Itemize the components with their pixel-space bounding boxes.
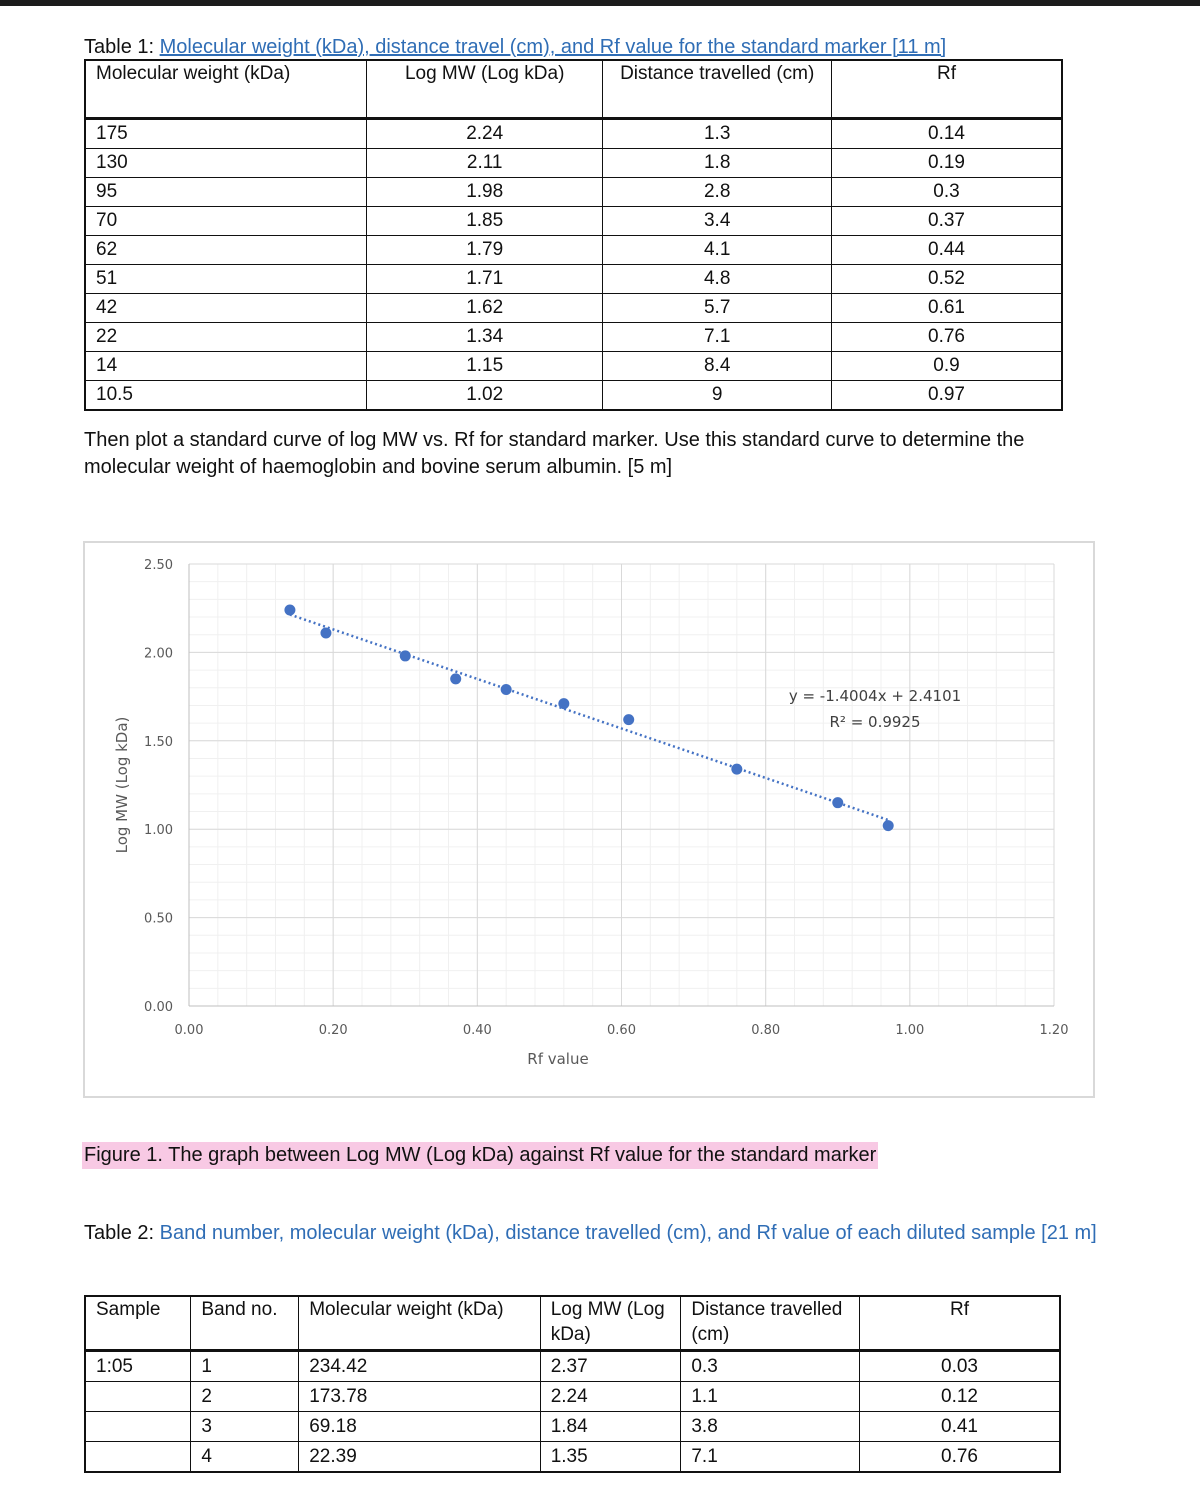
- table-cell: 3.8: [681, 1412, 860, 1442]
- table-cell: 0.9: [832, 352, 1063, 381]
- table-cell: 69.18: [299, 1412, 540, 1442]
- table-cell: 234.42: [299, 1351, 540, 1382]
- table-cell: 10.5: [85, 381, 366, 411]
- table-header-row: [85, 1296, 1060, 1351]
- header-cell: Molecular weight (kDa): [85, 60, 366, 119]
- header-cell: Log MW (Log kDa): [540, 1296, 681, 1351]
- x-tick-label: 0.60: [607, 1023, 636, 1038]
- table-cell: 42: [85, 294, 366, 323]
- table-row: [85, 149, 1062, 178]
- top-border: [0, 0, 1200, 6]
- table-row: [85, 178, 1062, 207]
- table-cell: 1.1: [681, 1382, 860, 1412]
- trendline-equation: y = -1.4004x + 2.4101: [788, 687, 962, 705]
- table-cell: 7.1: [603, 323, 832, 352]
- y-axis-title: Log MW (Log kDa): [113, 716, 131, 854]
- table1-caption: [84, 34, 946, 60]
- table1-caption-text: Molecular weight (kDa), distance travel (cm), and Rf value for the standard marker [11 m]: [159, 36, 947, 58]
- table-cell: 0.97: [832, 381, 1063, 411]
- table-cell: 2.24: [366, 119, 602, 149]
- table-cell: 1.34: [366, 323, 602, 352]
- diluted-sample-table: [84, 1295, 1061, 1473]
- header-cell: Distance travelled (cm): [681, 1296, 860, 1351]
- table-cell: 9: [603, 381, 832, 411]
- data-point: [320, 627, 331, 638]
- y-tick-label: 2.00: [144, 646, 173, 662]
- table-cell: 1.71: [366, 265, 602, 294]
- figure-caption: Figure 1. The graph between Log MW (Log kDa) against Rf value for the standard marker: [82, 1142, 878, 1169]
- table-cell: 2.24: [540, 1382, 681, 1412]
- table-cell: 1.15: [366, 352, 602, 381]
- table2-caption-label: Table 2:: [84, 1222, 160, 1244]
- table-cell: [85, 1382, 191, 1412]
- data-point: [832, 797, 843, 808]
- scatter-chart: [85, 543, 1093, 1096]
- y-tick-label: 0.50: [144, 911, 173, 927]
- table-cell: 0.3: [681, 1351, 860, 1382]
- table-row: [85, 119, 1062, 149]
- x-axis-title: Rf value: [527, 1050, 589, 1068]
- table-cell: 1:05: [85, 1351, 191, 1382]
- table-cell: 1: [191, 1351, 299, 1382]
- table-cell: 0.61: [832, 294, 1063, 323]
- standard-marker-table: [84, 59, 1063, 411]
- table-cell: 4: [191, 1442, 299, 1473]
- data-point: [558, 698, 569, 709]
- table-row: [85, 294, 1062, 323]
- header-cell: Band no.: [191, 1296, 299, 1351]
- table-cell: 22: [85, 323, 366, 352]
- table-row: [85, 381, 1062, 411]
- y-tick-label: 2.50: [144, 558, 173, 573]
- y-tick-label: 1.50: [144, 734, 173, 750]
- table-cell: [85, 1442, 191, 1473]
- table-cell: 2.37: [540, 1351, 681, 1382]
- table-row: [85, 1382, 1060, 1412]
- table-header-row: [85, 60, 1062, 119]
- table-cell: 1.02: [366, 381, 602, 411]
- instruction-text: Then plot a standard curve of log MW vs. Rf for standard marker. Use this standard curve to determine the molecular weight of haemoglobin and bovine serum albumin. [5 m]: [84, 429, 1025, 478]
- table-cell: 0.14: [832, 119, 1063, 149]
- table-cell: 70: [85, 207, 366, 236]
- table-cell: [85, 1412, 191, 1442]
- x-tick-label: 0.00: [174, 1023, 204, 1038]
- table-cell: 1.8: [603, 149, 832, 178]
- table-cell: 62: [85, 236, 366, 265]
- table-cell: 0.76: [860, 1442, 1060, 1473]
- table-cell: 0.41: [860, 1412, 1060, 1442]
- table-cell: 5.7: [603, 294, 832, 323]
- table-row: [85, 323, 1062, 352]
- table-cell: 0.52: [832, 265, 1063, 294]
- table-cell: 2.11: [366, 149, 602, 178]
- trendline: [290, 615, 888, 821]
- table1-caption-label: Table 1:: [84, 36, 160, 58]
- data-point: [731, 764, 742, 775]
- table-row: [85, 1412, 1060, 1442]
- table-cell: 1.84: [540, 1412, 681, 1442]
- table-cell: 8.4: [603, 352, 832, 381]
- table-cell: 1.98: [366, 178, 602, 207]
- data-point: [400, 650, 411, 661]
- table-cell: 3.4: [603, 207, 832, 236]
- x-tick-label: 0.80: [751, 1023, 781, 1038]
- y-tick-label: 1.00: [144, 823, 173, 839]
- table-row: [85, 265, 1062, 294]
- table-cell: 173.78: [299, 1382, 540, 1412]
- table-row: [85, 1351, 1060, 1382]
- table2-caption: [84, 1220, 1124, 1246]
- data-point: [501, 684, 512, 695]
- data-point: [883, 820, 894, 831]
- data-point: [284, 604, 295, 615]
- header-cell: Sample: [85, 1296, 191, 1351]
- table-cell: 0.76: [832, 323, 1063, 352]
- table-cell: 4.1: [603, 236, 832, 265]
- table-cell: 1.79: [366, 236, 602, 265]
- x-tick-label: 1.20: [1039, 1023, 1069, 1038]
- x-tick-label: 0.40: [462, 1023, 492, 1038]
- table-cell: 0.3: [832, 178, 1063, 207]
- table-cell: 7.1: [681, 1442, 860, 1473]
- data-point: [450, 673, 461, 684]
- table2-caption-text: Band number, molecular weight (kDa), distance travelled (cm), and Rf value of each diluted sample [21 m]: [159, 1222, 1097, 1244]
- table-row: [85, 352, 1062, 381]
- table-row: [85, 207, 1062, 236]
- table-cell: 175: [85, 119, 366, 149]
- table-cell: 1.35: [540, 1442, 681, 1473]
- data-point: [623, 714, 634, 725]
- table-cell: 0.03: [860, 1351, 1060, 1382]
- table-cell: 0.37: [832, 207, 1063, 236]
- table-cell: 14: [85, 352, 366, 381]
- table-cell: 0.44: [832, 236, 1063, 265]
- header-cell: Log MW (Log kDa): [366, 60, 602, 119]
- table-row: [85, 1442, 1060, 1473]
- header-cell: Rf: [832, 60, 1063, 119]
- table-cell: 0.19: [832, 149, 1063, 178]
- header-cell: Distance travelled (cm): [603, 60, 832, 119]
- table-cell: 1.85: [366, 207, 602, 236]
- header-cell: Molecular weight (kDa): [299, 1296, 540, 1351]
- table-cell: 95: [85, 178, 366, 207]
- table-cell: 2.8: [603, 178, 832, 207]
- table-cell: 1.3: [603, 119, 832, 149]
- y-tick-label: 0.00: [144, 1000, 173, 1015]
- table-row: [85, 236, 1062, 265]
- x-tick-label: 1.00: [895, 1023, 925, 1038]
- table-cell: 51: [85, 265, 366, 294]
- header-cell: Rf: [860, 1296, 1060, 1351]
- table-cell: 1.62: [366, 294, 602, 323]
- table-cell: 0.12: [860, 1382, 1060, 1412]
- table-cell: 2: [191, 1382, 299, 1412]
- trendline-r-squared: R² = 0.9925: [829, 713, 921, 731]
- table-cell: 130: [85, 149, 366, 178]
- table-cell: 3: [191, 1412, 299, 1442]
- table-cell: 4.8: [603, 265, 832, 294]
- x-tick-label: 0.20: [318, 1023, 348, 1038]
- chart-container: [83, 541, 1095, 1098]
- table-cell: 22.39: [299, 1442, 540, 1473]
